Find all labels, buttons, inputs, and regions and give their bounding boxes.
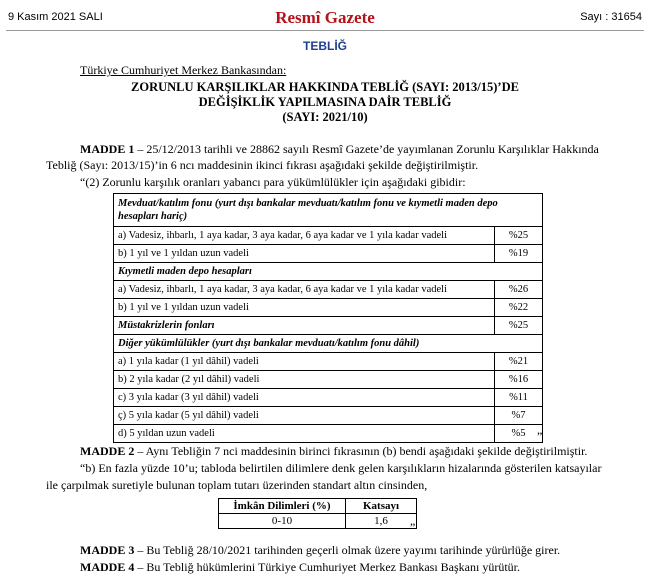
table-row <box>114 407 543 425</box>
madde-2-label: MADDE 2 <box>80 444 135 458</box>
madde-1-line-1 <box>80 142 599 157</box>
issue-number: Sayı : 31654 <box>580 11 642 23</box>
table-cell: 0-10 <box>219 514 346 529</box>
madde-3-text: – Bu Tebliğ 28/10/2021 tarihinden geçerli olmak üzere yayımı tarihinde yürürlüğe girer. <box>134 543 561 557</box>
coefficient-table <box>218 498 417 529</box>
row-label: b) 2 yıla kadar (2 yıl dâhil) vadeli <box>114 371 495 389</box>
header-divider <box>6 30 644 31</box>
table-section-heading <box>114 335 543 353</box>
table-section-heading <box>114 317 543 335</box>
row-value: %25 <box>495 317 543 335</box>
row-label: a) Vadesiz, ihbarlı, 1 aya kadar, 3 aya kadar, 6 aya kadar ve 1 yıla kadar vadeli <box>114 281 495 299</box>
madde-2-text-1: – Aynı Tebliğin 7 nci maddesinin birinci fıkrasının (b) bendi aşağıdaki şekilde değiştirilmiştir. <box>134 444 588 458</box>
table-row <box>114 371 543 389</box>
document-type: TEBLİĞ <box>303 39 347 53</box>
table-row <box>114 299 543 317</box>
row-value: %21 <box>495 353 543 371</box>
section-heading-other-liabilities: Diğer yükümlülükler (yurt dışı bankalar mevduatı/katılım fonu dâhil) <box>114 335 543 353</box>
table-section-heading <box>114 263 543 281</box>
table-row <box>114 281 543 299</box>
madde-2-line-2: “b) En fazla yüzde 10’u; tabloda belirtilen dilimlere denk gelen karşılıkların hizalarında gösterilen katsayılar <box>80 461 602 475</box>
madde-2-line-3: ile çarpılmak suretiyle bulunan toplam tutarı üzerinden standart altın cinsinden, <box>46 478 428 492</box>
row-value: %19 <box>495 245 543 263</box>
row-value: %25 <box>495 227 543 245</box>
closing-quote: ” <box>410 520 416 534</box>
closing-quote: ” <box>537 429 543 443</box>
row-label: ç) 5 yıla kadar (5 yıl dâhil) vadeli <box>114 407 495 425</box>
table-cell: 1,6 <box>346 514 417 529</box>
gazette-header <box>0 0 650 36</box>
table-row <box>219 514 417 529</box>
madde-1-line-2: Tebliğ (Sayı: 2013/15)’in 6 ncı maddesinin ikinci fıkrası aşağıdaki şekilde değiştirilmiştir. <box>46 158 479 172</box>
issuer-line: Türkiye Cumhuriyet Merkez Bankasından: <box>80 63 287 77</box>
table-row <box>114 425 543 443</box>
madde-4-text: – Bu Tebliğ hükümlerini Türkiye Cumhuriyet Merkez Bankası Başkanı yürütür. <box>134 560 520 574</box>
table-section-heading <box>114 194 543 227</box>
table-row <box>114 353 543 371</box>
section-heading-precious-metals: Kıymetli maden depo hesapları <box>114 263 543 281</box>
row-label: b) 1 yıl ve 1 yıldan uzun vadeli <box>114 245 495 263</box>
row-value: %16 <box>495 371 543 389</box>
row-value: %11 <box>495 389 543 407</box>
section-heading-deposits: Mevduat/katılım fonu (yurt dışı bankalar mevduatı/katılım fonu ve kıymetli maden depo hesapları hariç) <box>114 194 543 227</box>
issue-date: 9 Kasım 2021 SALI <box>8 11 103 23</box>
row-label: a) 1 yıla kadar (1 yıl dâhil) vadeli <box>114 353 495 371</box>
section-heading-borrower-funds: Müstakrizlerin fonları <box>114 317 495 335</box>
madde-1-text-1: – 25/12/2013 tarihli ve 28862 sayılı Resmî Gazete’de yayımlanan Zorunlu Karşılıklar Hakkında <box>134 142 599 156</box>
column-header: İmkân Dilimleri (%) <box>219 499 346 514</box>
row-value: %26 <box>495 281 543 299</box>
madde-4-label: MADDE 4 <box>80 560 135 574</box>
madde-4-line <box>80 560 520 575</box>
title-line-2: DEĞİŞİKLİK YAPILMASINA DAİR TEBLİĞ <box>198 95 452 109</box>
table-row <box>114 245 543 263</box>
madde-2-line-1 <box>80 444 587 459</box>
table-row <box>114 389 543 407</box>
row-label: b) 1 yıl ve 1 yıldan uzun vadeli <box>114 299 495 317</box>
table-header-row <box>219 499 417 514</box>
row-value: %5 <box>495 425 543 443</box>
title-line-3: (SAYI: 2021/10) <box>282 110 368 124</box>
row-label: c) 3 yıla kadar (3 yıl dâhil) vadeli <box>114 389 495 407</box>
madde-3-label: MADDE 3 <box>80 543 135 557</box>
gazette-title: Resmî Gazete <box>275 8 375 27</box>
row-value: %7 <box>495 407 543 425</box>
reserve-rates-table <box>113 193 543 443</box>
row-label: a) Vadesiz, ihbarlı, 1 aya kadar, 3 aya kadar, 6 aya kadar ve 1 yıla kadar vadeli <box>114 227 495 245</box>
row-label: d) 5 yıldan uzun vadeli <box>114 425 495 443</box>
madde-1-label: MADDE 1 <box>80 142 135 156</box>
table-row <box>114 227 543 245</box>
madde-3-line <box>80 543 560 558</box>
madde-1-line-3: “(2) Zorunlu karşılık oranları yabancı para yükümlülükler için aşağıdaki gibidir: <box>80 175 466 189</box>
title-line-1: ZORUNLU KARŞILIKLAR HAKKINDA TEBLİĞ (SAYI: 2013/15)’DE <box>131 80 519 94</box>
row-value: %22 <box>495 299 543 317</box>
column-header: Katsayı <box>346 499 417 514</box>
